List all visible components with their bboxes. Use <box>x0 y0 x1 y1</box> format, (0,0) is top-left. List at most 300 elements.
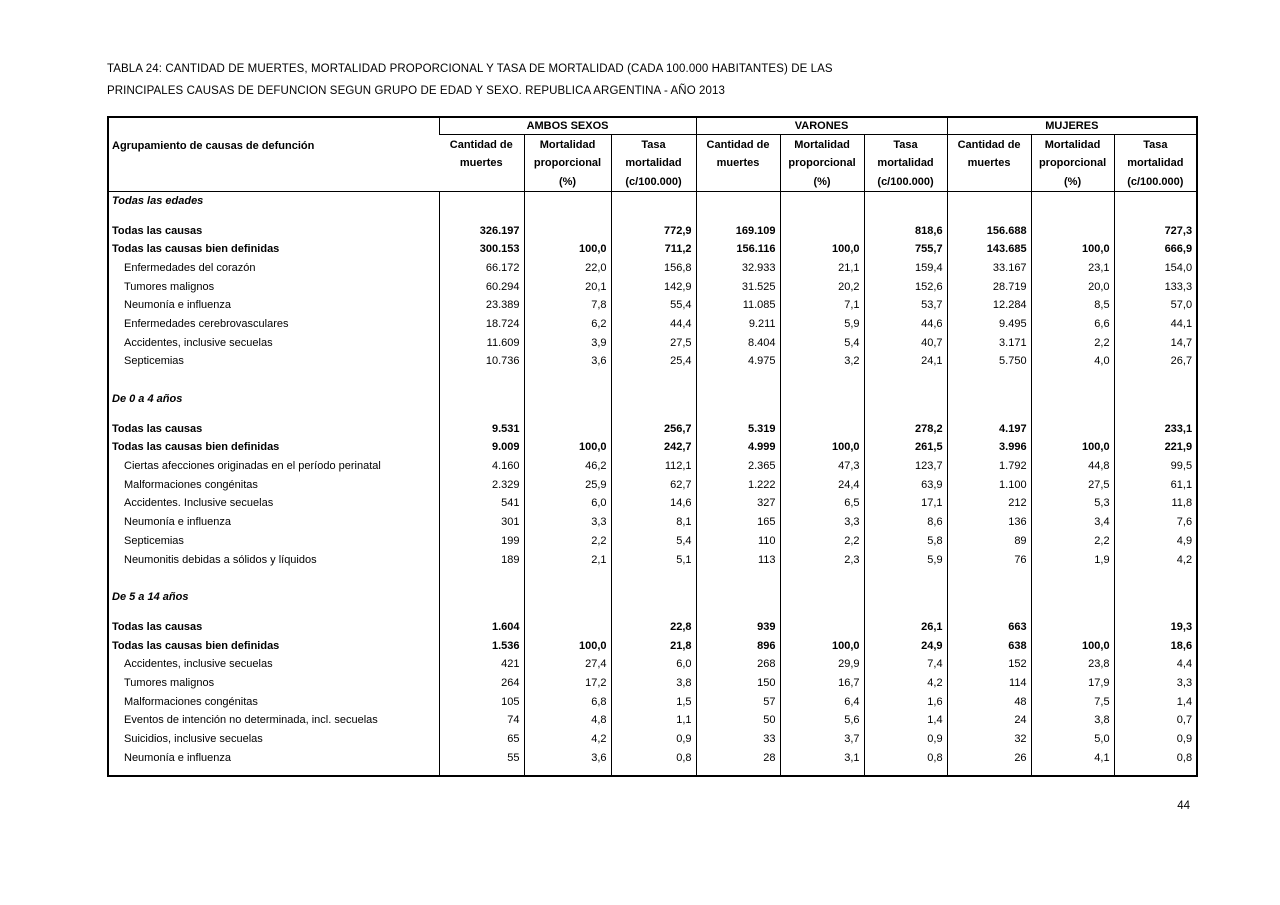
value-cell: 24,4 <box>780 475 864 494</box>
empty-cell <box>696 192 780 211</box>
section-label: De 5 a 14 años <box>112 591 189 604</box>
empty-cell <box>611 390 696 409</box>
value-cell: 156,8 <box>611 259 696 278</box>
empty-cell <box>611 569 696 588</box>
cause-label-cell: Todas las causas bien definidas <box>112 441 280 454</box>
value-cell: 100,0 <box>780 636 864 655</box>
value-cell: 10.736 <box>439 352 524 371</box>
cause-label-cell: Todas las causas <box>112 620 203 633</box>
value-cell: 55,4 <box>611 296 696 315</box>
value-cell: 22,8 <box>611 618 696 637</box>
value-cell: 105 <box>439 692 524 711</box>
empty-cell <box>108 210 439 221</box>
value-cell: 11.609 <box>439 333 524 352</box>
empty-cell <box>1114 569 1197 588</box>
table-row <box>108 419 1197 438</box>
cause-label-cell: Neumonía e influenza <box>124 751 232 764</box>
empty-cell <box>780 569 864 588</box>
value-cell: 1,9 <box>1031 550 1114 569</box>
value-cell: 14,7 <box>1114 333 1197 352</box>
empty-cell <box>696 371 780 390</box>
value-cell: 11,8 <box>1114 494 1197 513</box>
value-cell: 14,6 <box>611 494 696 513</box>
value-cell: 1,4 <box>1114 692 1197 711</box>
value-cell: 62,7 <box>611 475 696 494</box>
empty-cell <box>524 569 611 588</box>
value-cell: 2,1 <box>524 550 611 569</box>
empty-cell <box>524 607 611 618</box>
value-cell: 48 <box>947 692 1031 711</box>
value-cell: 44,8 <box>1031 457 1114 476</box>
value-cell: 3,8 <box>611 674 696 693</box>
value-cell: 25,9 <box>524 475 611 494</box>
value-cell: 17,2 <box>524 674 611 693</box>
table-row <box>108 333 1197 352</box>
value-cell: 143.685 <box>947 240 1031 259</box>
value-cell: 22,0 <box>524 259 611 278</box>
value-cell: 159,4 <box>864 259 947 278</box>
empty-cell <box>947 371 1031 390</box>
spacer-row <box>108 607 1197 618</box>
empty-cell <box>1031 588 1114 607</box>
empty-cell <box>108 767 439 776</box>
value-cell: 11.085 <box>696 296 780 315</box>
empty-cell <box>947 607 1031 618</box>
value-cell: 6,8 <box>524 692 611 711</box>
group-header-row <box>108 117 1197 134</box>
value-cell: 44,6 <box>864 315 947 334</box>
value-cell: 2,2 <box>1031 532 1114 551</box>
value-cell: 7,6 <box>1114 513 1197 532</box>
value-cell: 47,3 <box>780 457 864 476</box>
value-cell <box>524 618 611 637</box>
empty-cell <box>1031 210 1114 221</box>
empty-cell <box>524 210 611 221</box>
value-cell: 4.197 <box>947 419 1031 438</box>
value-cell: 3,3 <box>524 513 611 532</box>
value-cell: 40,7 <box>864 333 947 352</box>
value-cell: 5,8 <box>864 532 947 551</box>
value-cell: 8,6 <box>864 513 947 532</box>
empty-cell <box>1031 371 1114 390</box>
table-row <box>108 532 1197 551</box>
empty-cell <box>696 210 780 221</box>
value-cell: 100,0 <box>780 438 864 457</box>
value-cell <box>524 419 611 438</box>
value-cell: 20,1 <box>524 277 611 296</box>
value-cell: 755,7 <box>864 240 947 259</box>
value-cell: 29,9 <box>780 655 864 674</box>
empty-cell <box>611 588 696 607</box>
value-cell: 156.116 <box>696 240 780 259</box>
cause-label-cell: Accidentes, inclusive secuelas <box>124 336 273 349</box>
table-row <box>108 513 1197 532</box>
spacer-row <box>108 767 1197 776</box>
empty-cell <box>1031 767 1114 776</box>
value-cell: 0,9 <box>1114 730 1197 749</box>
value-cell: 27,5 <box>1031 475 1114 494</box>
value-cell: 1,4 <box>864 711 947 730</box>
empty-cell <box>439 569 524 588</box>
value-cell: 326.197 <box>439 221 524 240</box>
spacer-row <box>108 408 1197 419</box>
value-cell: 136 <box>947 513 1031 532</box>
value-cell: 74 <box>439 711 524 730</box>
empty-cell <box>1031 607 1114 618</box>
value-cell: 65 <box>439 730 524 749</box>
value-cell: 25,4 <box>611 352 696 371</box>
empty-cell <box>1031 192 1114 211</box>
empty-cell <box>611 371 696 390</box>
value-cell: 165 <box>696 513 780 532</box>
empty-cell <box>947 588 1031 607</box>
cause-label-cell: Neumonía e influenza <box>124 299 232 312</box>
empty-cell <box>864 192 947 211</box>
table-row <box>108 692 1197 711</box>
empty-cell <box>696 588 780 607</box>
value-cell: 3,3 <box>1114 674 1197 693</box>
empty-cell <box>780 767 864 776</box>
value-cell: 50 <box>696 711 780 730</box>
table-row <box>108 730 1197 749</box>
cause-label-cell: Todas las causas bien definidas <box>112 243 280 256</box>
page-title-line-2: PRINCIPALES CAUSAS DE DEFUNCION SEGUN GRUPO DE EDAD Y SEXO. REPUBLICA ARGENTINA - AÑO 2013 <box>107 85 726 97</box>
empty-cell <box>439 390 524 409</box>
column-header-proportional: Mortalidad proporcional (%) <box>1031 134 1114 192</box>
value-cell: 2,3 <box>780 550 864 569</box>
table-row <box>108 240 1197 259</box>
value-cell: 5,4 <box>611 532 696 551</box>
value-cell: 3.171 <box>947 333 1031 352</box>
value-cell: 112,1 <box>611 457 696 476</box>
empty-cell <box>1114 390 1197 409</box>
empty-cell <box>611 192 696 211</box>
table-row <box>108 494 1197 513</box>
empty-cell <box>439 210 524 221</box>
value-cell: 123,7 <box>864 457 947 476</box>
value-cell: 26,1 <box>864 618 947 637</box>
section-header-row <box>108 192 1197 211</box>
value-cell: 100,0 <box>780 240 864 259</box>
value-cell: 4.999 <box>696 438 780 457</box>
value-cell: 99,5 <box>1114 457 1197 476</box>
cause-label-cell: Neumonitis debidas a sólidos y líquidos <box>124 553 317 566</box>
group-header-mujeres: MUJERES <box>947 117 1197 134</box>
group-header-ambos-sexos: AMBOS SEXOS <box>439 117 696 134</box>
empty-cell <box>947 390 1031 409</box>
cause-label-cell: Todas las causas <box>112 224 203 237</box>
empty-cell <box>780 607 864 618</box>
value-cell: 1.222 <box>696 475 780 494</box>
value-cell: 27,4 <box>524 655 611 674</box>
causes-column-header: Agrupamiento de causas de defunción <box>108 117 439 192</box>
section-label: Todas las edades <box>112 195 204 208</box>
empty-cell <box>108 607 439 618</box>
cause-label-cell: Malformaciones congénitas <box>124 695 258 708</box>
value-cell: 20,2 <box>780 277 864 296</box>
value-cell: 20,0 <box>1031 277 1114 296</box>
empty-cell <box>524 588 611 607</box>
value-cell: 33.167 <box>947 259 1031 278</box>
table-row <box>108 748 1197 767</box>
table-row <box>108 457 1197 476</box>
column-header-deaths: Cantidad de muertes <box>696 134 780 192</box>
table-row <box>108 550 1197 569</box>
column-header-rate: Tasa mortalidad (c/100.000) <box>1114 134 1197 192</box>
value-cell <box>1031 419 1114 438</box>
value-cell: 4,8 <box>524 711 611 730</box>
cause-label-cell: Tumores malignos <box>124 676 215 689</box>
value-cell: 152 <box>947 655 1031 674</box>
empty-cell <box>864 408 947 419</box>
value-cell: 5.750 <box>947 352 1031 371</box>
value-cell: 133,3 <box>1114 277 1197 296</box>
value-cell: 23,1 <box>1031 259 1114 278</box>
value-cell: 100,0 <box>524 240 611 259</box>
value-cell: 6,0 <box>611 655 696 674</box>
value-cell: 33 <box>696 730 780 749</box>
empty-cell <box>524 390 611 409</box>
empty-cell <box>1031 390 1114 409</box>
empty-cell <box>524 192 611 211</box>
cause-label-cell: Enfermedades del corazón <box>124 261 256 274</box>
value-cell: 4,9 <box>1114 532 1197 551</box>
value-cell: 6,2 <box>524 315 611 334</box>
value-cell: 3,2 <box>780 352 864 371</box>
page-title <box>107 58 927 102</box>
value-cell: 4,0 <box>1031 352 1114 371</box>
empty-cell <box>611 767 696 776</box>
column-header-proportional: Mortalidad proporcional (%) <box>780 134 864 192</box>
value-cell: 4,2 <box>524 730 611 749</box>
value-cell: 3,4 <box>1031 513 1114 532</box>
value-cell: 60.294 <box>439 277 524 296</box>
value-cell: 31.525 <box>696 277 780 296</box>
section-label: De 0 a 4 años <box>112 393 183 406</box>
value-cell <box>780 618 864 637</box>
value-cell: 89 <box>947 532 1031 551</box>
value-cell: 301 <box>439 513 524 532</box>
page-number: 44 <box>1177 800 1190 812</box>
empty-cell <box>947 569 1031 588</box>
value-cell: 221,9 <box>1114 438 1197 457</box>
value-cell: 142,9 <box>611 277 696 296</box>
table-row <box>108 277 1197 296</box>
value-cell: 0,8 <box>864 748 947 767</box>
cause-label-cell: Tumores malignos <box>124 280 215 293</box>
empty-cell <box>439 371 524 390</box>
empty-cell <box>864 390 947 409</box>
column-header-deaths: Cantidad de muertes <box>947 134 1031 192</box>
value-cell: 154,0 <box>1114 259 1197 278</box>
value-cell: 0,9 <box>864 730 947 749</box>
value-cell: 663 <box>947 618 1031 637</box>
value-cell <box>524 221 611 240</box>
value-cell: 9.495 <box>947 315 1031 334</box>
value-cell: 24,1 <box>864 352 947 371</box>
value-cell: 23.389 <box>439 296 524 315</box>
spacer-row <box>108 210 1197 221</box>
value-cell: 26,7 <box>1114 352 1197 371</box>
value-cell: 5,4 <box>780 333 864 352</box>
cause-label-cell: Neumonía e influenza <box>124 516 232 529</box>
value-cell: 3,1 <box>780 748 864 767</box>
value-cell: 189 <box>439 550 524 569</box>
value-cell: 152,6 <box>864 277 947 296</box>
value-cell: 17,1 <box>864 494 947 513</box>
cause-label-cell: Accidentes, inclusive secuelas <box>124 658 273 671</box>
value-cell: 5,1 <box>611 550 696 569</box>
value-cell: 4.975 <box>696 352 780 371</box>
empty-cell <box>864 210 947 221</box>
value-cell: 212 <box>947 494 1031 513</box>
value-cell: 19,3 <box>1114 618 1197 637</box>
value-cell: 199 <box>439 532 524 551</box>
value-cell: 3,8 <box>1031 711 1114 730</box>
value-cell: 264 <box>439 674 524 693</box>
value-cell: 3,6 <box>524 352 611 371</box>
value-cell: 100,0 <box>1031 636 1114 655</box>
cause-label-cell: Ciertas afecciones originadas en el período perinatal <box>124 460 381 473</box>
group-header-varones: VARONES <box>696 117 947 134</box>
empty-cell <box>780 408 864 419</box>
empty-cell <box>696 767 780 776</box>
value-cell: 666,9 <box>1114 240 1197 259</box>
value-cell: 8.404 <box>696 333 780 352</box>
cause-label-cell: Todas las causas <box>112 422 203 435</box>
value-cell: 18,6 <box>1114 636 1197 655</box>
empty-cell <box>1114 767 1197 776</box>
empty-cell <box>1114 588 1197 607</box>
value-cell: 5,3 <box>1031 494 1114 513</box>
table-row <box>108 618 1197 637</box>
value-cell: 2,2 <box>524 532 611 551</box>
table-row <box>108 475 1197 494</box>
cause-label-cell: Septicemias <box>124 355 184 368</box>
value-cell: 256,7 <box>611 419 696 438</box>
empty-cell <box>1031 408 1114 419</box>
value-cell: 268 <box>696 655 780 674</box>
value-cell <box>1031 618 1114 637</box>
value-cell: 156.688 <box>947 221 1031 240</box>
empty-cell <box>864 588 947 607</box>
table-row <box>108 438 1197 457</box>
cause-label-cell: Todas las causas bien definidas <box>112 639 280 652</box>
value-cell: 114 <box>947 674 1031 693</box>
empty-cell <box>524 408 611 419</box>
value-cell: 26 <box>947 748 1031 767</box>
value-cell: 8,1 <box>611 513 696 532</box>
empty-cell <box>439 192 524 211</box>
empty-cell <box>439 588 524 607</box>
value-cell: 0,7 <box>1114 711 1197 730</box>
table-row <box>108 296 1197 315</box>
spacer-row <box>108 371 1197 390</box>
cause-label-cell: Enfermedades cerebrovasculares <box>124 317 289 330</box>
empty-cell <box>439 408 524 419</box>
value-cell: 100,0 <box>524 438 611 457</box>
value-cell: 4,2 <box>864 674 947 693</box>
value-cell: 3,6 <box>524 748 611 767</box>
cause-label-cell: Eventos de intención no determinada, incl. secuelas <box>124 714 378 727</box>
empty-cell <box>1114 371 1197 390</box>
value-cell: 2.329 <box>439 475 524 494</box>
empty-cell <box>780 192 864 211</box>
column-header-deaths: Cantidad de muertes <box>439 134 524 192</box>
value-cell: 3,9 <box>524 333 611 352</box>
empty-cell <box>1114 408 1197 419</box>
empty-cell <box>1114 607 1197 618</box>
value-cell: 61,1 <box>1114 475 1197 494</box>
empty-cell <box>864 569 947 588</box>
value-cell: 6,0 <box>524 494 611 513</box>
value-cell: 711,2 <box>611 240 696 259</box>
empty-cell <box>439 767 524 776</box>
value-cell: 53,7 <box>864 296 947 315</box>
value-cell: 113 <box>696 550 780 569</box>
value-cell: 242,7 <box>611 438 696 457</box>
table-row <box>108 655 1197 674</box>
value-cell: 278,2 <box>864 419 947 438</box>
table-row <box>108 711 1197 730</box>
column-header-proportional: Mortalidad proporcional (%) <box>524 134 611 192</box>
value-cell: 1.792 <box>947 457 1031 476</box>
value-cell: 169.109 <box>696 221 780 240</box>
value-cell: 12.284 <box>947 296 1031 315</box>
table-header <box>108 117 1197 192</box>
spacer-row <box>108 569 1197 588</box>
value-cell: 55 <box>439 748 524 767</box>
cause-label-cell: Accidentes. Inclusive secuelas <box>124 497 274 510</box>
table-row <box>108 674 1197 693</box>
cause-label-cell: Malformaciones congénitas <box>124 478 258 491</box>
value-cell: 6,6 <box>1031 315 1114 334</box>
value-cell: 5.319 <box>696 419 780 438</box>
empty-cell <box>696 408 780 419</box>
value-cell: 2,2 <box>780 532 864 551</box>
value-cell: 9.009 <box>439 438 524 457</box>
value-cell: 4.160 <box>439 457 524 476</box>
value-cell: 1,6 <box>864 692 947 711</box>
value-cell: 17,9 <box>1031 674 1114 693</box>
empty-cell <box>696 390 780 409</box>
value-cell: 44,1 <box>1114 315 1197 334</box>
value-cell: 9.531 <box>439 419 524 438</box>
empty-cell <box>947 192 1031 211</box>
empty-cell <box>947 210 1031 221</box>
empty-cell <box>1114 192 1197 211</box>
empty-cell <box>108 371 439 390</box>
empty-cell <box>864 371 947 390</box>
value-cell: 23,8 <box>1031 655 1114 674</box>
table-body <box>108 192 1197 777</box>
value-cell: 28 <box>696 748 780 767</box>
value-cell <box>1031 221 1114 240</box>
value-cell: 6,4 <box>780 692 864 711</box>
table-row <box>108 259 1197 278</box>
value-cell: 18.724 <box>439 315 524 334</box>
empty-cell <box>439 607 524 618</box>
value-cell: 4,2 <box>1114 550 1197 569</box>
column-header-rate: Tasa mortalidad (c/100.000) <box>611 134 696 192</box>
value-cell: 8,5 <box>1031 296 1114 315</box>
value-cell: 7,1 <box>780 296 864 315</box>
cause-label-cell: Septicemias <box>124 534 184 547</box>
mortality-table <box>107 116 1198 777</box>
value-cell: 21,8 <box>611 636 696 655</box>
table-row <box>108 315 1197 334</box>
empty-cell <box>611 408 696 419</box>
